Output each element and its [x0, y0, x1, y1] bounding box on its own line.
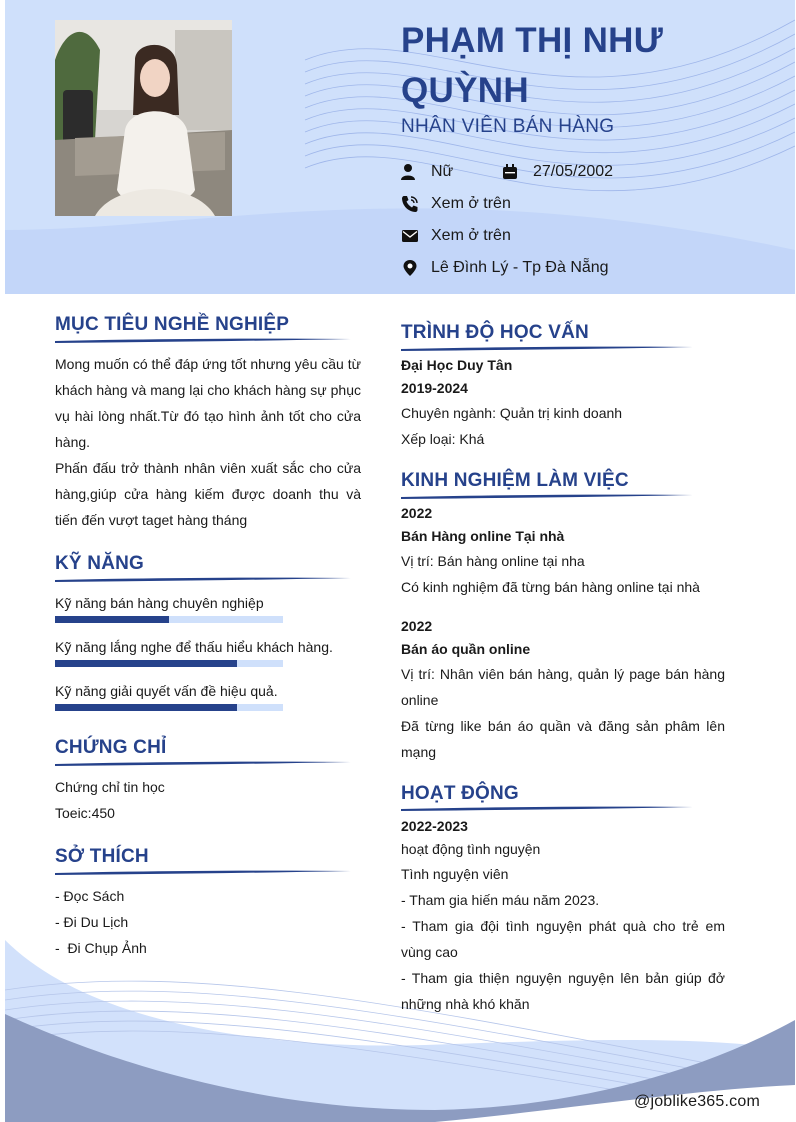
address-row: [401, 256, 609, 280]
address-value: Lê Đình Lý - Tp Đà Nẵng: [431, 259, 609, 276]
job-title: Bán áo quần online: [401, 641, 531, 657]
skill-label: Kỹ năng lắng nghe để thấu hiểu khách hàng.: [55, 639, 333, 655]
activity-role: Tình nguyện viên: [401, 866, 509, 882]
activity-item: - Tham gia thiện nguyện nguyện lên bản giúp đở những nhà khó khăn: [401, 970, 725, 1012]
job-description: Có kinh nghiệm đã từng bán hàng online tại nhà: [401, 579, 700, 595]
dob-row: [502, 160, 613, 184]
phone-row: [401, 192, 511, 216]
objective-underline: [55, 336, 351, 344]
job-description: Đã từng like bán áo quần và đăng sản phâm lên mạng: [401, 718, 725, 760]
activity-name: hoạt động tình nguyện: [401, 841, 541, 857]
certificate-item: Toeic:450: [55, 805, 115, 821]
email-row: [401, 224, 511, 248]
skill-bar-fill: [55, 616, 169, 623]
skills-underline: [55, 575, 351, 583]
experience-underline: [401, 492, 693, 500]
experience-heading: KINH NGHIỆM LÀM VIỆC: [401, 470, 629, 491]
education-underline: [401, 344, 693, 352]
phone-value: Xem ở trên: [431, 195, 511, 212]
activity-item: - Tham gia đội tình nguyện phát quà cho trẻ em vùng cao: [401, 918, 725, 960]
education-years: 2019-2024: [401, 380, 468, 396]
skill-bar-fill: [55, 704, 237, 711]
activity-item: - Tham gia hiến máu năm 2023.: [401, 892, 600, 908]
job-position: Vị trí: Nhân viên bán hàng, quản lý page bán hàng online: [401, 666, 725, 708]
objective-paragraph-2: Phấn đấu trở thành nhân viên xuất sắc cho cửa hàng,giúp cửa hàng kiếm được doanh thu và tiến đến vượt taget hàng tháng: [55, 460, 361, 528]
activity-period: 2022-2023: [401, 818, 468, 834]
job-title: Bán Hàng online Tại nhà: [401, 528, 565, 544]
user-icon: [401, 163, 419, 181]
skill-bar: [55, 660, 283, 667]
skills-heading: KỸ NĂNG: [55, 553, 145, 574]
footer-brand: @joblike365.com: [634, 1093, 760, 1110]
profile-header: [5, 0, 795, 294]
profile-photo: [55, 20, 232, 216]
gender-value: Nữ: [431, 163, 454, 180]
education-major: Chuyên ngành: Quản trị kinh doanh: [401, 405, 623, 421]
skill-label: Kỹ năng giải quyết vấn đề hiệu quả.: [55, 683, 278, 699]
certificates-heading: CHỨNG CHỈ: [55, 737, 167, 758]
job-position: Vị trí: Bán hàng online tại nha: [401, 553, 585, 569]
dob-value: 27/05/2002: [533, 163, 614, 180]
candidate-name: PHẠM THỊ NHƯ QUỲNH: [401, 21, 664, 110]
certificates-underline: [55, 759, 351, 767]
skill-bar: [55, 616, 283, 623]
education-rank: Xếp loại: Khá: [401, 431, 485, 447]
email-value: Xem ở trên: [431, 227, 511, 244]
job-year: 2022: [401, 505, 433, 521]
hobbies-underline: [55, 868, 351, 876]
job-title: NHÂN VIÊN BÁN HÀNG: [401, 116, 615, 137]
hobby-item: - Đi Chụp Ảnh: [55, 940, 147, 956]
certificate-item: Chứng chỉ tin học: [55, 779, 165, 795]
activities-heading: HOẠT ĐỘNG: [401, 783, 519, 804]
objective-heading: MỤC TIÊU NGHỀ NGHIỆP: [55, 314, 290, 335]
calendar-icon: [502, 164, 518, 180]
job-year: 2022: [401, 618, 433, 634]
gender-row: [401, 160, 453, 184]
hobbies-heading: SỞ THÍCH: [55, 846, 149, 867]
skill-bar-fill: [55, 660, 237, 667]
hobby-item: - Đi Du Lịch: [55, 914, 129, 930]
education-school: Đại Học Duy Tân: [401, 357, 513, 373]
map-pin-icon: [401, 259, 419, 277]
phone-icon: [401, 195, 419, 213]
envelope-icon: [401, 227, 419, 245]
resume-page: [5, 0, 795, 1122]
education-heading: TRÌNH ĐỘ HỌC VẤN: [401, 322, 589, 343]
hobby-item: - Đọc Sách: [55, 888, 125, 904]
objective-paragraph-1: Mong muốn có thể đáp ứng tốt nhưng yêu cầu từ khách hàng và mang lại cho khách hàng sự phục vụ hài lòng nhất.Từ đó tạo hình ảnh tốt cho cửa hàng.: [55, 356, 361, 450]
activities-underline: [401, 804, 693, 812]
skill-bar: [55, 704, 283, 711]
skill-label: Kỹ năng bán hàng chuyên nghiệp: [55, 595, 264, 611]
